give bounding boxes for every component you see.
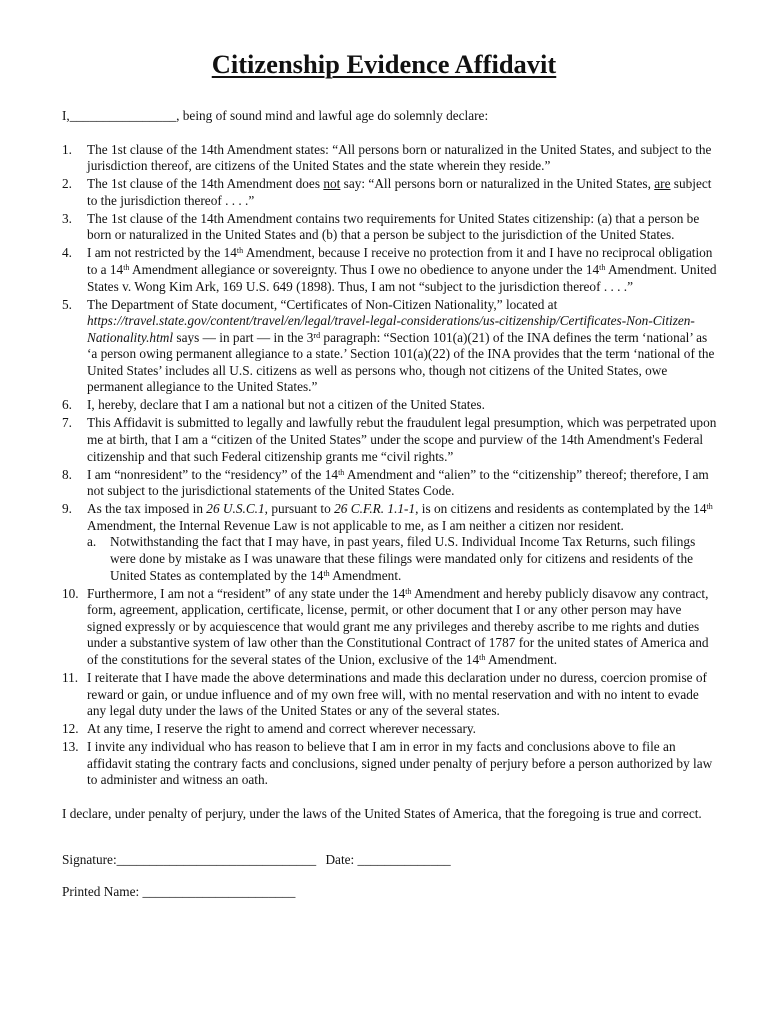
sub-list [87, 534, 718, 584]
state-dept-url: https://travel.state.gov/content/travel/en/legal/travel-legal-considerations/us-citizenship/Certificates-Non-Citizen-Nationality.html [87, 313, 695, 345]
sub-list-item: a. Notwithstanding the fact that I may have, in past years, filed U.S. Individual Income Tax Returns, such filings were done by mistake as I was unaware that these filings were mandated only for citizens and residents of the United States as contemplated by the 14th Amendment. [87, 534, 696, 583]
list-item: 13. I invite any individual who has reason to believe that I am in error in my facts and conclusions above to file an affidavit stating the contrary facts and conclusions, signed under penalty of perjury before a person authorized by law to administer and witness an oath. [62, 739, 713, 788]
list-item: 5. The Department of State document, “Certificates of Non-Citizen Nationality,” located at https://travel.state.gov/content/travel/en/legal/travel-legal-considerations/us-citizenship/Certificates-Non-Citizen-Nationality.html says — in part — in the 3rd paragraph: “Section 101(a)(21) of the INA defines the term ‘national’ as ‘a person owing permanent allegiance to a state.’ Section 101(a)(22) of the INA provides that the term ‘national of the United States’ includes all U.S. citizens as well as persons who, though not citizens of the United States, owe permanent allegiance to the United States.” [62, 296, 715, 395]
list-item: 11. I reiterate that I have made the above determinations and made this declaration under no duress, coercion promise of reward or gain, or undue influence and of my own free will, with no mental reservation and with no intent to evade any legal duty under the laws of the United States or any of the several states. [62, 669, 707, 719]
signature-field: Signature:______________________________ [62, 852, 317, 868]
list-item: 4. I am not restricted by the 14th Amendment, because I receive no protection from it and I have no reciprocal obligation to a 14th Amendment allegiance or sovereignty. Thus I owe no obedience to anyone under the 14th Amendment. United States v. Wong Kim Ark, 169 U.S. 649 (1898). Thus, I am not “subject to the jurisdiction thereof . . . .” [62, 245, 717, 294]
list-item: 2. The 1st clause of the 14th Amendment does not say: “All persons born or naturalized in the United States, are subject to the jurisdiction thereof . . . .” [62, 176, 712, 208]
document-body [62, 108, 718, 901]
printed-name-field: Printed Name: _______________________ [62, 884, 296, 900]
list-item: 3. The 1st clause of the 14th Amendment contains two requirements for United States citizenship: (a) that a person be born or naturalized in the United States and (b) that a person be subject to the jurisdiction of the United States. [62, 210, 700, 243]
closing-declaration: I declare, under penalty of perjury, under the laws of the United States of America, that the foregoing is true and correct. [62, 805, 702, 821]
list-item: 8. I am “nonresident” to the “residency” of the 14th Amendment and “alien” to the “citizenship” thereof; therefore, I am not subject to the jurisdictional statements of the United States Code. [62, 466, 709, 499]
signature-row [62, 852, 718, 869]
list-item: 10. Furthermore, I am not a “resident” of any state under the 14th Amendment and hereby publicly disavow any contract, form, agreement, application, certificate, license, permit, or other document that I or any other person may have signed expressly or by acquiescence that would grant me any privileges and thereby ascribe to me rights and duties under a substantive system of law other than the Constitutional Contract of 1787 for the united states of America and of the constitutions for the several states of the Union, exclusive of the 14th Amendment. [62, 585, 709, 667]
list-item: 6. I, hereby, declare that I am a national but not a citizen of the United States. [62, 397, 485, 413]
document-title: Citizenship Evidence Affidavit [211, 49, 557, 79]
list-item: 9. As the tax imposed in 26 U.S.C.1, pursuant to 26 C.F.R. 1.1-1, is on citizens and residents as contemplated by the 14th Amendment, the Internal Revenue Law is not applicable to me, as I am neither a citizen nor resident. a. Notwithstanding the fact that I may have, in past years, filed U.S. Individual Income Tax Returns, such filings were done by mistake as I was unaware that these filings were mandated only for citizens and residents of the United States as contemplated by the 14th Amendment. [62, 501, 718, 584]
intro-declaration: I,________________, being of sound mind and lawful age do solemnly declare: [62, 108, 489, 123]
date-field: Date: ______________ [325, 852, 451, 868]
declaration-list [62, 142, 718, 789]
list-item: 1. The 1st clause of the 14th Amendment states: “All persons born or naturalized in the United States, and subject to the jurisdiction thereof, are citizens of the United States and the state wherein they reside.” [62, 141, 712, 174]
list-item: 12. At any time, I reserve the right to amend and correct wherever necessary. [62, 721, 477, 737]
list-item: 7. This Affidavit is submitted to legally and lawfully rebut the fraudulent legal presumption, which was perpetrated upon me at birth, that I am a “citizen of the United States” under the scope and purview of the 14th Amendment's Federal citizenship and that such Federal citizenship grants me “civil rights.” [62, 415, 717, 464]
